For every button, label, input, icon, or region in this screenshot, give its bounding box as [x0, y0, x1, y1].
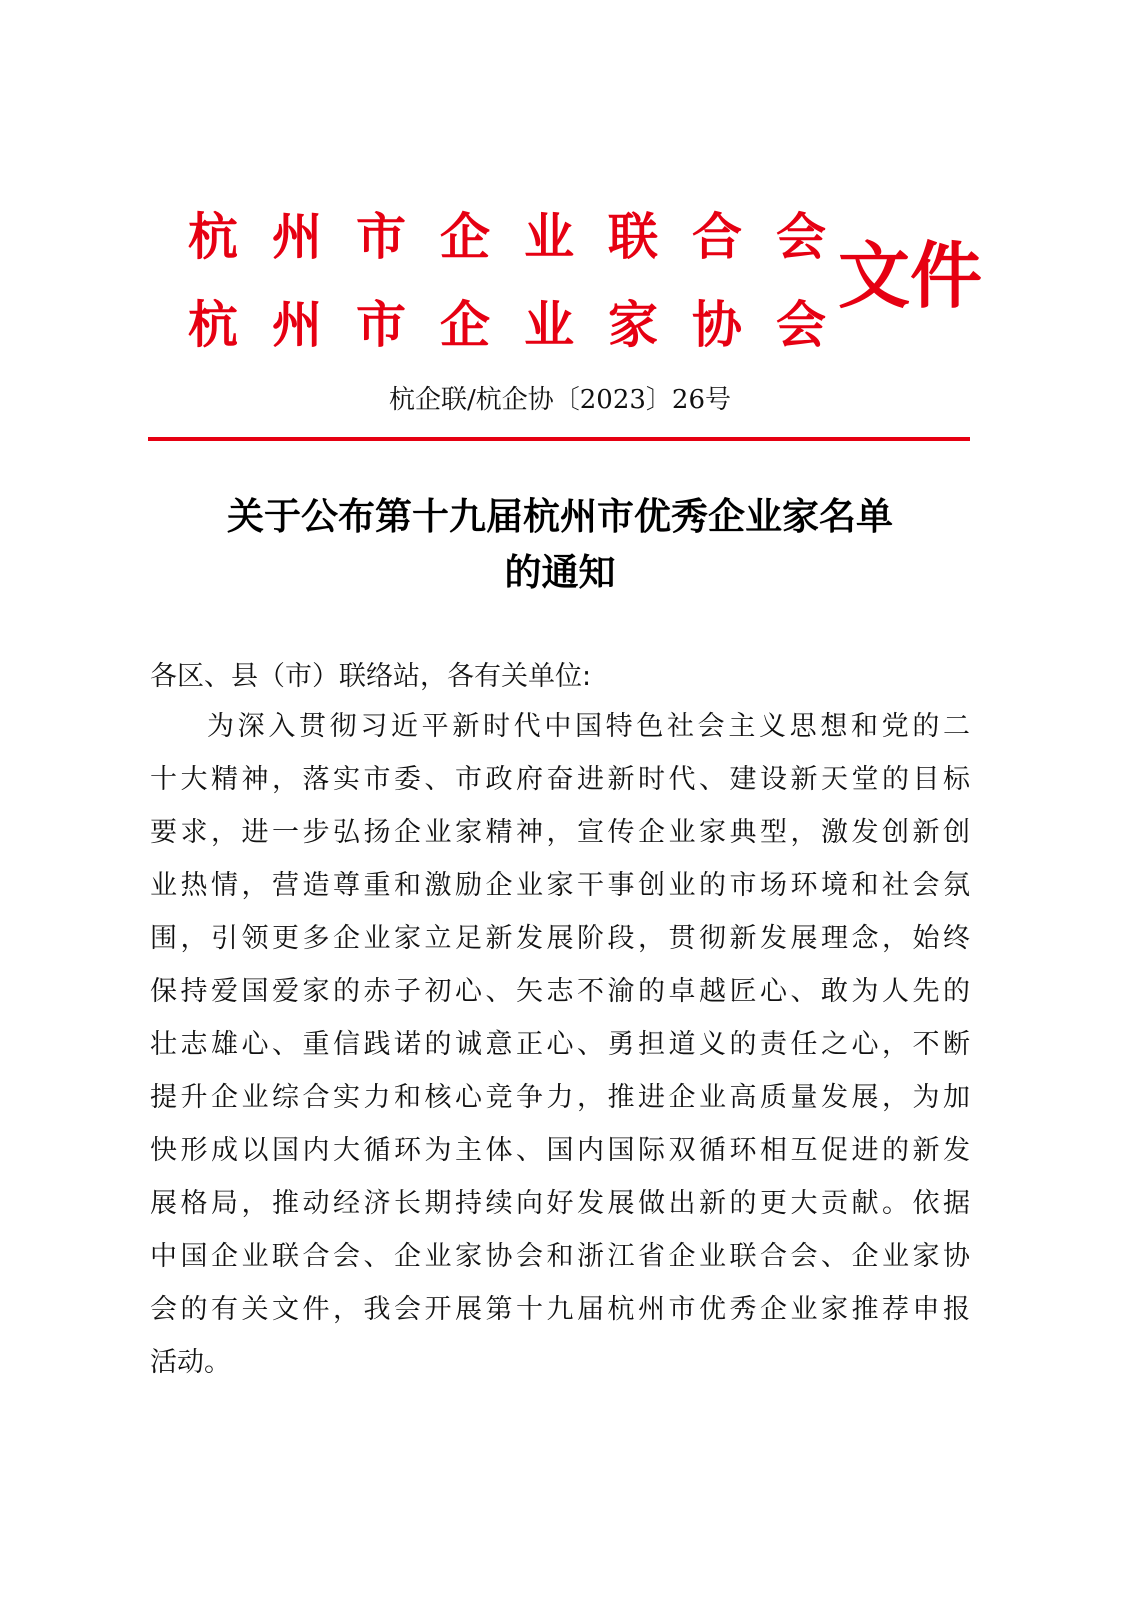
body-line: 要求，进一步弘扬企业家精神，宣传企业家典型，激发创新创	[150, 817, 970, 848]
body-line: 业热情，营造尊重和激励企业家干事创业的市场环境和社会氛	[150, 870, 970, 901]
document-header	[0, 0, 1131, 460]
body-line: 围，引领更多企业家立足新发展阶段，贯彻新发展理念，始终	[150, 923, 970, 954]
body-line: 展格局，推动经济长期持续向好发展做出新的更大贡献。依据	[150, 1188, 970, 1219]
body-line: 为深入贯彻习近平新时代中国特色社会主义思想和党的二	[207, 711, 970, 742]
body-line: 中国企业联合会、企业家协会和浙江省企业联合会、企业家协	[150, 1241, 970, 1272]
title-line-2: 的通知	[504, 550, 616, 594]
document-number: 杭企联/杭企协〔2023〕26号	[388, 385, 731, 415]
body-line: 十大精神，落实市委、市政府奋进新时代、建设新天堂的目标	[150, 764, 970, 795]
title-line-1: 关于公布第十九届杭州市优秀企业家名单	[227, 494, 893, 538]
body-line: 快形成以国内大循环为主体、国内国际双循环相互促进的新发	[150, 1135, 970, 1166]
issuer-name-line-1: 杭州市企业联合会	[188, 207, 860, 266]
body-line: 保持爱国爱家的赤子初心、矢志不渝的卓越匠心、敢为人先的	[150, 976, 970, 1007]
body-paragraph	[150, 700, 970, 1389]
issuer-name-line-2: 杭州市企业家协会	[188, 295, 860, 354]
salutation: 各区、县（市）联络站，各有关单位:	[150, 661, 592, 692]
document-title	[120, 488, 1000, 600]
body-line: 提升企业综合实力和核心竞争力，推进企业高质量发展，为加	[150, 1082, 970, 1113]
body-line: 会的有关文件，我会开展第十九届杭州市优秀企业家推荐申报	[150, 1294, 970, 1325]
body-line: 壮志雄心、重信践诺的诚意正心、勇担道义的责任之心，不断	[150, 1029, 970, 1060]
header-red-divider	[148, 437, 970, 441]
body-line: 活动。	[150, 1347, 231, 1378]
document-type-label: 文件	[838, 233, 983, 318]
